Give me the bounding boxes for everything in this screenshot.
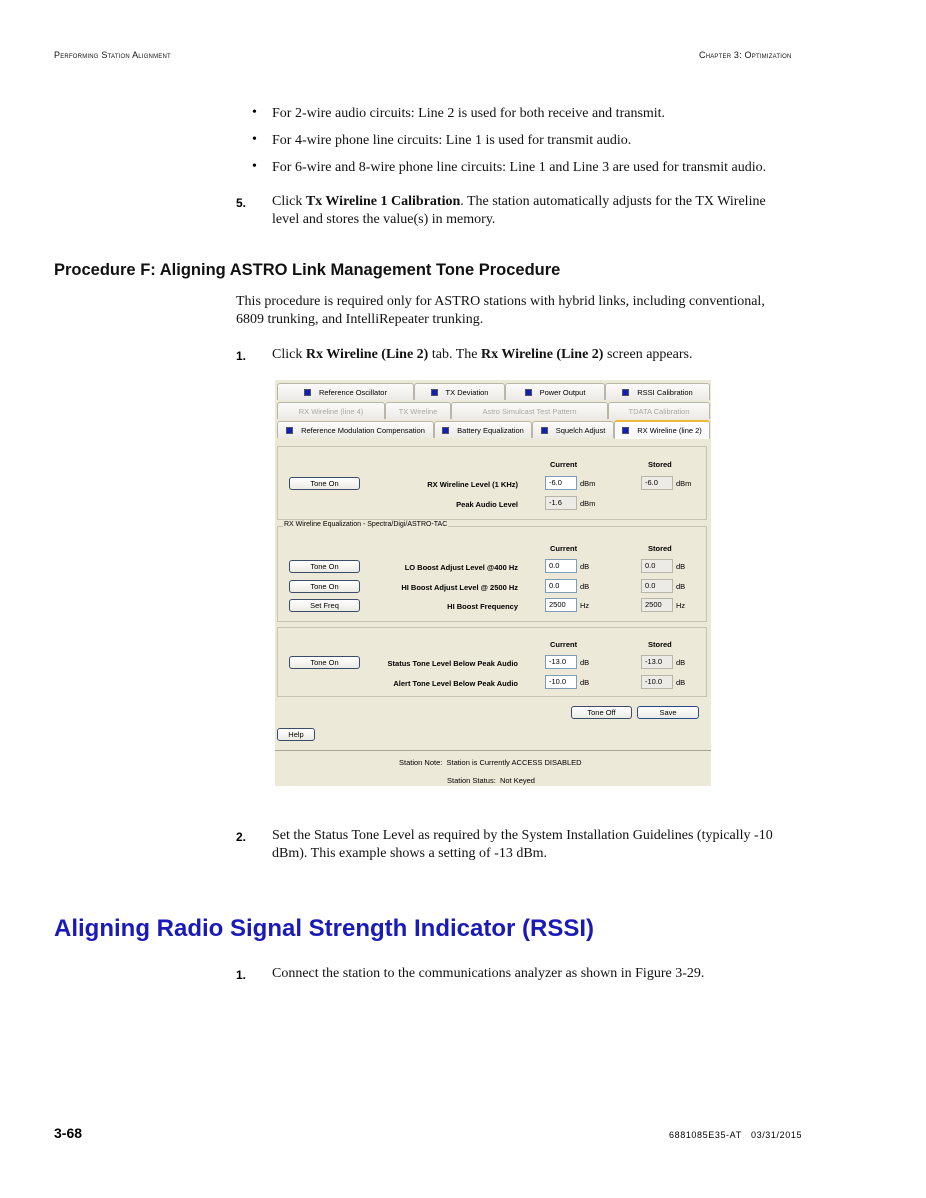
step-text: level and stores the value(s) in memory. <box>272 212 496 227</box>
hi-boost-frequency-current-input[interactable]: 2500 <box>545 598 577 612</box>
column-header-stored: Stored <box>648 544 672 553</box>
step-text: Click <box>272 347 306 362</box>
field-label: RX Wireline Level (1 KHz) <box>427 480 518 489</box>
rx-wireline-level-panel <box>277 446 707 520</box>
status-tone-level-current-input[interactable]: -13.0 <box>545 655 577 669</box>
step-1-text <box>272 346 692 364</box>
rx-wireline-level-stored-value: -6.0 <box>641 476 673 490</box>
step-text: dBm). This example shows a setting of -13 dBm. <box>272 846 548 861</box>
column-header-stored: Stored <box>648 460 672 469</box>
unit-label: dB <box>580 658 590 667</box>
tab-battery-equalization[interactable] <box>434 421 532 438</box>
unit-label: Hz <box>580 601 590 610</box>
unit-label: dB <box>676 678 686 687</box>
column-header-stored: Stored <box>648 640 672 649</box>
step-text: screen appears. <box>603 347 693 362</box>
step-number: 2. <box>236 830 247 844</box>
rx-wireline-level-current-input[interactable]: -6.0 <box>545 476 577 490</box>
ui-reference: Rx Wireline (Line 2) <box>305 347 429 362</box>
section-heading: Aligning Radio Signal Strength Indicator (RSSI) <box>54 915 594 942</box>
tab-label: Squelch Adjust <box>555 425 606 435</box>
intro-line: 6809 trunking, and IntelliRepeater trunking. <box>236 312 484 327</box>
tab-label: Battery Equalization <box>457 425 524 435</box>
rx-wireline-equalization-group <box>277 521 707 622</box>
status-led-icon <box>541 427 548 434</box>
tab-label: Reference Modulation Compensation <box>301 425 425 435</box>
column-header-current: Current <box>550 640 578 649</box>
tab-rx-wireline-line2[interactable] <box>614 420 710 439</box>
hi-boost-tone-on-button[interactable]: Tone On <box>289 580 360 593</box>
column-header-current: Current <box>550 460 578 469</box>
step-2-text <box>272 827 832 863</box>
tab-label: TX Wireline <box>398 406 438 416</box>
column-header-current: Current <box>550 544 578 553</box>
running-header-right: Chapter 3: Optimization <box>699 50 792 60</box>
unit-label: dBm <box>676 479 692 488</box>
bullet-item: For 4-wire phone line circuits: Line 1 is used for transmit audio. <box>272 133 632 148</box>
step-5-text <box>272 193 832 229</box>
hi-boost-current-input[interactable]: 0.0 <box>545 579 577 593</box>
tab-tdata-calibration[interactable] <box>608 402 710 419</box>
tone-on-button[interactable]: Tone On <box>289 477 360 490</box>
lo-boost-current-input[interactable]: 0.0 <box>545 559 577 573</box>
status-led-icon <box>286 427 293 434</box>
step-text: tab. The <box>428 347 481 362</box>
unit-label: dBm <box>580 479 596 488</box>
station-status-label: Station Status: <box>447 776 496 785</box>
field-label: Peak Audio Level <box>456 500 518 509</box>
field-label: HI Boost Frequency <box>447 602 518 611</box>
tab-row-2 <box>275 402 711 420</box>
running-header-left: Performing Station Alignment <box>54 50 171 60</box>
tab-reference-modulation-compensation[interactable] <box>277 421 434 438</box>
tab-label: TX Deviation <box>445 387 489 397</box>
rx-wireline-screenshot <box>275 380 711 786</box>
doc-id: 6881085E35-AT <box>669 1130 742 1140</box>
alert-tone-level-current-input[interactable]: -10.0 <box>545 675 577 689</box>
tone-off-button[interactable]: Tone Off <box>571 706 632 719</box>
procedure-heading: Procedure F: Aligning ASTRO Link Management Tone Procedure <box>54 261 561 279</box>
tab-rssi-calibration[interactable] <box>605 383 710 400</box>
unit-label: dB <box>580 562 590 571</box>
tab-label: Astro Simulcast Test Pattern <box>482 406 577 416</box>
rssi-step-1-text: Connect the station to the communications analyzer as shown in Figure 3-29. <box>272 966 705 981</box>
status-led-icon <box>442 427 449 434</box>
ui-reference: Tx Wireline 1 Calibration <box>305 194 461 209</box>
status-led-icon <box>431 389 438 396</box>
status-tone-level-stored-value: -13.0 <box>641 655 673 669</box>
lo-boost-tone-on-button[interactable]: Tone On <box>289 560 360 573</box>
document-id <box>669 1130 802 1140</box>
tab-label: RX Wireline (line 4) <box>298 406 364 416</box>
hi-boost-stored-value: 0.0 <box>641 579 673 593</box>
step-text: Set the Status Tone Level as required by the System Installation Guidelines (typically -10 <box>272 828 773 843</box>
bullet-item: For 6-wire and 8-wire phone line circuits: Line 1 and Line 3 are used for transmit audio. <box>272 160 767 175</box>
intro-line: This procedure is required only for ASTRO stations with hybrid links, including conventional, <box>236 294 765 309</box>
page-number: 3-68 <box>54 1125 83 1141</box>
procedure-intro <box>236 293 826 329</box>
tab-label: RSSI Calibration <box>637 387 693 397</box>
bullet-item: For 2-wire audio circuits: Line 2 is used for both receive and transmit. <box>272 106 666 121</box>
station-note <box>399 758 582 767</box>
unit-label: dB <box>676 658 686 667</box>
tab-label: RX Wireline (line 2) <box>637 426 702 435</box>
step-number: 1. <box>236 968 247 982</box>
peak-audio-level-value: -1.6 <box>545 496 577 510</box>
help-button[interactable]: Help <box>277 728 315 741</box>
tone-level-panel <box>277 627 707 697</box>
field-label: Alert Tone Level Below Peak Audio <box>393 679 518 688</box>
tab-power-output[interactable] <box>505 383 605 400</box>
hi-boost-frequency-stored-value: 2500 <box>641 598 673 612</box>
group-title: RX Wireline Equalization - Spectra/Digi/ASTRO-TAC <box>284 521 448 528</box>
unit-label: dB <box>676 562 686 571</box>
unit-label: dBm <box>580 499 596 508</box>
tab-tx-deviation[interactable] <box>414 383 505 400</box>
step-text: Click <box>272 194 306 209</box>
status-led-icon <box>622 427 629 434</box>
tab-tx-wireline[interactable] <box>385 402 451 419</box>
status-led-icon <box>525 389 532 396</box>
tab-label: Power Output <box>539 387 586 397</box>
alert-tone-level-stored-value: -10.0 <box>641 675 673 689</box>
station-status-value: Not Keyed <box>499 776 535 785</box>
set-freq-button[interactable]: Set Freq <box>289 599 360 612</box>
station-note-value: Station is Currently ACCESS DISABLED <box>446 758 582 767</box>
station-note-label: Station Note: <box>399 758 443 767</box>
unit-label: Hz <box>676 601 686 610</box>
station-status <box>447 776 535 785</box>
status-led-icon <box>304 389 311 396</box>
tab-row-1 <box>275 383 711 401</box>
bullet-marker: • <box>252 132 257 147</box>
step-number: 1. <box>236 349 247 363</box>
unit-label: dB <box>676 582 686 591</box>
field-label: HI Boost Adjust Level @ 2500 Hz <box>401 583 518 592</box>
tab-astro-simulcast-test-pattern[interactable] <box>451 402 608 419</box>
step-text: . The station automatically adjusts for the TX Wireline <box>460 194 766 209</box>
ui-reference: Rx Wireline (Line 2) <box>480 347 604 362</box>
save-button[interactable]: Save <box>637 706 699 719</box>
tab-row-3 <box>275 421 711 439</box>
field-label: LO Boost Adjust Level @400 Hz <box>404 563 518 572</box>
status-divider <box>275 750 711 751</box>
unit-label: dB <box>580 582 590 591</box>
tab-label: Reference Oscillator <box>319 387 387 397</box>
tab-rx-wireline-line4[interactable] <box>277 402 385 419</box>
bullet-marker: • <box>252 105 257 120</box>
tab-label: TDATA Calibration <box>628 406 690 416</box>
lo-boost-stored-value: 0.0 <box>641 559 673 573</box>
status-led-icon <box>622 389 629 396</box>
step-number: 5. <box>236 196 247 210</box>
bullet-marker: • <box>252 159 257 174</box>
tab-reference-oscillator[interactable] <box>277 383 414 400</box>
status-tone-on-button[interactable]: Tone On <box>289 656 360 669</box>
field-label: Status Tone Level Below Peak Audio <box>387 659 518 668</box>
doc-date: 03/31/2015 <box>751 1130 803 1140</box>
tab-squelch-adjust[interactable] <box>532 421 614 438</box>
unit-label: dB <box>580 678 590 687</box>
